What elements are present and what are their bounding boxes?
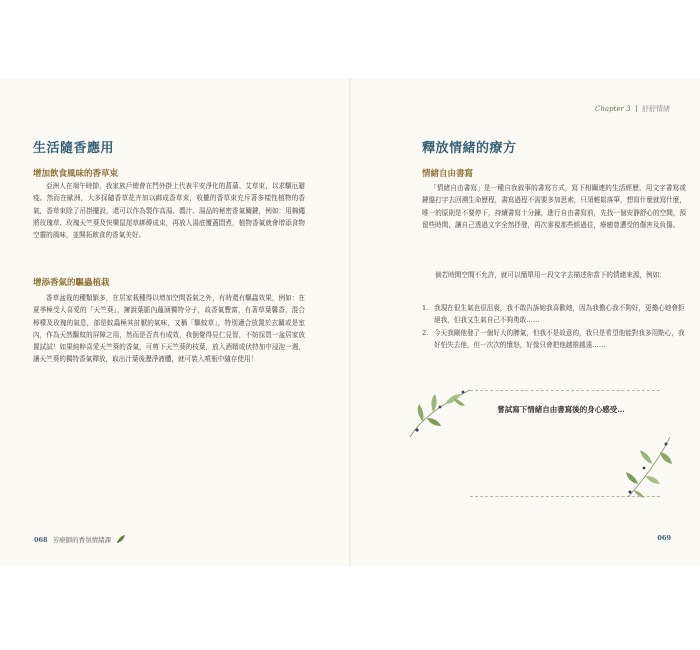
left-paragraph-2: 香草盆栽的種類繁多，在居家栽種得以增加空間香氣之外，有時還有驅蟲效果，例如：在夏季極受人喜愛的「天竺葵」，擁說葉脈內蘊涵獨特分子，故香氣豐富，有著草葉馨香，混合檸檬及玫瑰的氣息，部是蚊蟲極其討厭的氣味，又稱「驅蚊草」，特別適合放置於玄關或是室內，作為天然驅蚊的屏障之用，然而是否真有成效，我倒覺得見仁見智，不妨採買一盆居家放置試試！如果純粹喜愛天竺葵的香氣，可剪下天竺葵的枝葉，放入酒精或伏特加中浸泡一週，讓天竺葵的獨特香氣釋放，取出汁葉後瀝淨液體，就可裝入噴瓶中隨存使用！	[33, 294, 305, 364]
right-folio	[657, 534, 674, 542]
left-subtitle-2: 增添香氣的驅蟲植栽	[33, 278, 110, 288]
list-item-number: 1.	[422, 304, 429, 312]
book-title-footer: 芳療師的香氛情緒課	[52, 536, 112, 544]
left-paragraph-1: 亞洲人在端午時節，我家族戶總會在門外掛上代表平安淨化的菖蒲、艾草束，以求驅厄避疫。然而在歐洲，大多採隨香草花卉加以綁成香草束，收攏的香草束充斥著多樣性植物的香氣，香草束除了吊掛擺設，還可以作為製作高湯、醬汁、湯品的秘密香氣關鍵，例如：用棉繩將玫瑰草、玫瑰天竺葵及快樂鼠尾草綁縛成束，再放入湯底覆蓋悶煮，植物香氣就會增添食物空靈的風味，並開拓飲食的香氣美好。	[33, 182, 305, 240]
writing-box-top-line	[470, 390, 660, 391]
chapter-title: 舒舒情緒	[642, 105, 670, 113]
right-section-title: 釋放情緒的療方	[422, 141, 517, 156]
left-page	[0, 78, 349, 566]
right-paragraph-1: 「情緒自由書寫」是一種自我敘事的書寫方式，寫下相關連的生活經歷，用文字書寫或鍵盤打字去回溯生命歷程，書寫過程不需要多加思索，只須輕鬆落筆，想寫什麼就寫什麼，唯一的原則是不要停下，持續書寫十分鐘，進行自由書寫前，先找一個安靜舒心的空間，預留些時間，讓自己透過文字全然抒發，再次審視那些經過往，療癒曾遭受的傷害及負傷。	[422, 184, 686, 229]
list-item	[422, 327, 686, 352]
chapter-header	[595, 104, 670, 114]
list-item-text: 今天我剛他發了一個好大的脾氣，但我不是故意的，我只是希望他能對我多用點心，我好怕失去他，但一次次的憤怒，好像只會把他越推越遠……	[434, 328, 685, 349]
right-page-number: 069	[657, 534, 671, 542]
left-page-number: 068	[34, 536, 48, 544]
chapter-label: Chapter 3	[595, 105, 631, 113]
list-item-number: 2.	[422, 328, 429, 337]
left-subtitle-1: 增加飲食風味的香草束	[33, 169, 119, 179]
left-section-title: 生活隨香應用	[33, 141, 115, 156]
botanical-sprig-bottom-right-icon	[620, 432, 680, 502]
chapter-divider	[636, 105, 637, 112]
right-intro: 倘若時間空間不允許，就可以簡單用一段文字去描述你當下的情緒來源，例如：	[435, 271, 666, 279]
right-subtitle-1: 情緒自由書寫	[422, 169, 474, 179]
example-list	[422, 302, 686, 351]
list-item	[422, 302, 686, 327]
leaf-icon	[116, 534, 126, 544]
writing-prompt: 嘗試寫下情緒自由書寫後的身心感受…	[497, 405, 625, 414]
book-spread	[0, 78, 700, 566]
botanical-sprig-top-left-icon	[405, 382, 475, 442]
left-folio	[34, 534, 126, 544]
list-item-text: 我現在很生氣也很沮喪，我不敢告訴她我喜歡她，因為我擔心我不夠好，更擔心她會拒絕我，但我又生氣自己不夠勇敢……	[434, 304, 685, 325]
